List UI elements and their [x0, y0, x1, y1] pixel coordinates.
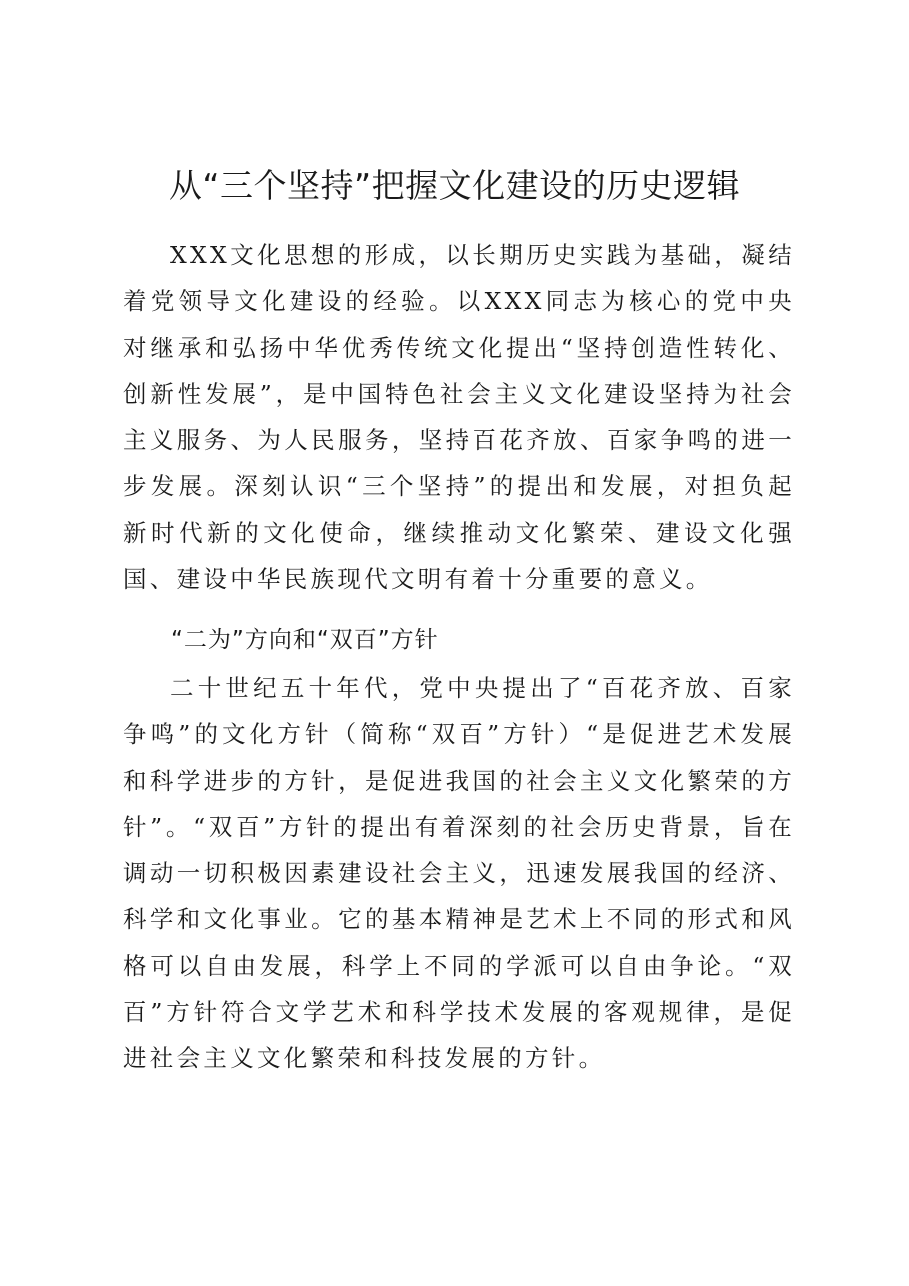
intro-paragraph: XXX文化思想的形成，以长期历史实践为基础，凝结着党领导文化建设的经验。以XXX同志为核心的党中央对继承和弘扬中华优秀传统文化提出“坚持创造性转化、创新性发展”，是中国特色社会主义文化建设坚持为社会主义服务、为人民服务，坚持百花齐放、百家争鸣的进一步发展。深刻认识“三个坚持”的提出和发展，对担负起新时代新的文化使命，继续推动文化繁荣、建设文化强国、建设中华民族现代文明有着十分重要的意义。	[123, 241, 795, 594]
section-heading: “二为”方向和“双百”方针	[171, 627, 439, 653]
document-title: 从“三个坚持”把握文化建设的历史逻辑	[168, 166, 741, 205]
section-paragraph: 二十世纪五十年代，党中央提出了“百花齐放、百家争鸣”的文化方针（简称“双百”方针）“是促进艺术发展和科学进步的方针，是促进我国的社会主义文化繁荣的方针”。“双百”方针的提出有着深刻的社会历史背景，旨在调动一切积极因素建设社会主义，迅速发展我国的经济、科学和文化事业。它的基本精神是艺术上不同的形式和风格可以自由发展，科学上不同的学派可以自由争论。“双百”方针符合文学艺术和科学技术发展的客观规律，是促进社会主义文化繁荣和科技发展的方针。	[123, 674, 795, 1073]
